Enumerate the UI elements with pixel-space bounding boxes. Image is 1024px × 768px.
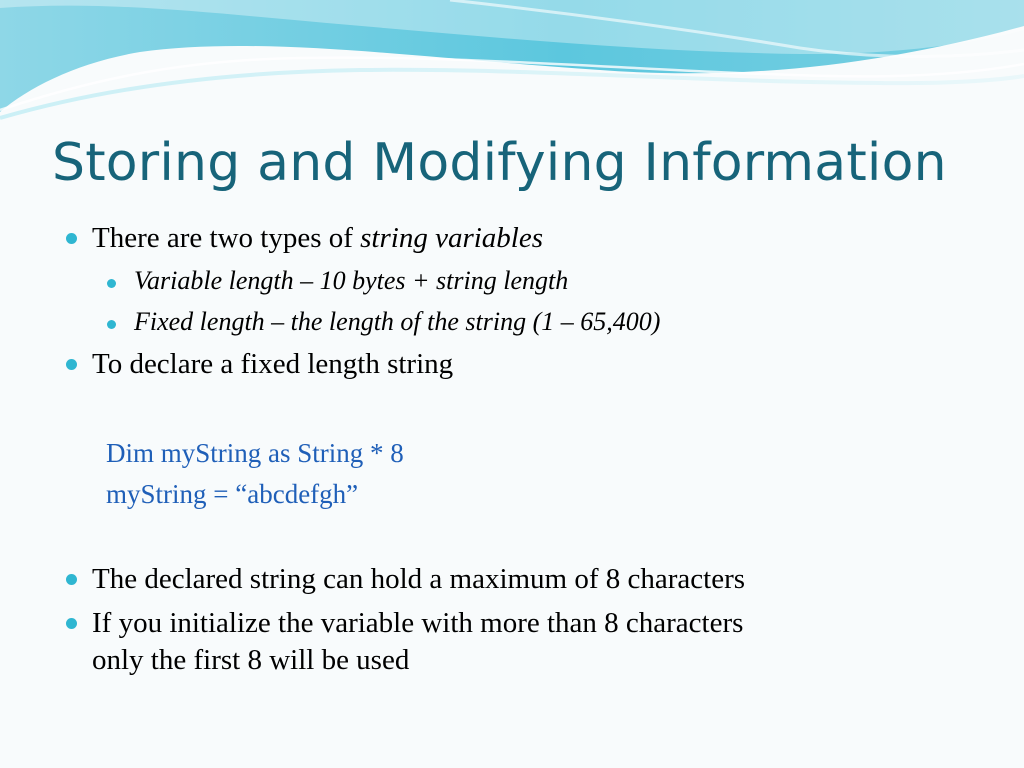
sub-bullet-icon [107,320,116,329]
bullet-text: There are two types of [92,222,361,254]
slide-title: Storing and Modifying Information [52,133,947,193]
code-line-dim: Dim myString as String * 8 [106,438,404,468]
bullet-item-initialize-line2: only the first 8 will be used [92,644,410,676]
code-line-assign: myString = “abcdefgh” [106,479,359,509]
bullet-icon [66,233,77,244]
bullet-item-declare-fixed: To declare a fixed length string [92,348,454,380]
bullet-icon [66,574,77,585]
bullet-emphasis: string variables [360,222,544,254]
sub-bullet-icon [107,279,116,288]
bullet-item-max-characters: The declared string can hold a maximum of 8 characters [92,563,746,595]
sub-bullet-variable-length: Variable length – 10 bytes + string length [134,266,569,295]
sub-bullet-fixed-length: Fixed length – the length of the string (1 – 65,400) [134,307,661,336]
bullet-icon [66,618,77,629]
bullet-icon [66,359,77,370]
bullet-item-string-types [92,222,543,255]
bullet-item-initialize-line1: If you initialize the variable with more than 8 characters [92,607,744,639]
